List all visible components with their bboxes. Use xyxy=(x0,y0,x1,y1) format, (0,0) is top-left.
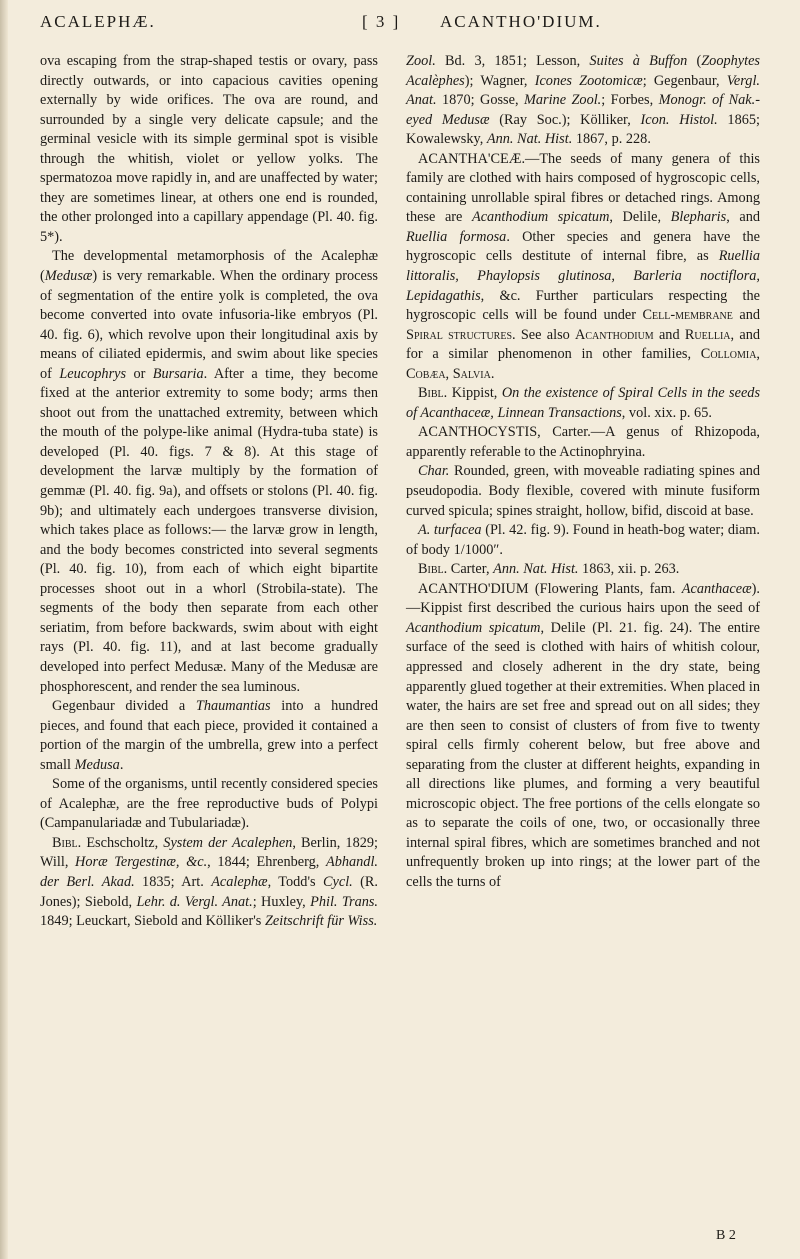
paragraph: ova escaping from the strap-shaped testis or ovary, pass directly outwards, or into capacious cavities opening externally by wide orifices. The ova are round, and surrounded by a single very delicate capsule; and the germinal vesicle with its simple germinal spot is visible through the whitish, violet or yellow yolks. The spermatozoa move rapidly in, and are unaffected by water; they are sometimes linear, at others one end is rounded, the other prolonged into a capillary appendage (Pl. 40. fig. 5*). xyxy=(40,53,378,245)
header-left-title: ACALEPHÆ. xyxy=(40,12,156,31)
left-column xyxy=(40,52,378,932)
bibliography-paragraph: Bibl. Kippist, On the existence of Spiral Cells in the seeds of Acanthaceæ, Linnean Transactions, vol. xix. p. 65. xyxy=(406,385,761,421)
fraction: 1/1000 xyxy=(453,541,494,558)
bibliography-continuation: Zool. Bd. 3, 1851; Lesson, Suites à Buffon (Zoophytes Acalèphes); Wagner, Icones Zootomicæ; Gegenbaur, Vergl. Anat. 1870; Gosse, Marine Zool.; Forbes, Monogr. of Nak.-eyed Medusæ (Ray Soc.); Kölliker, Icon. Histol. 1865; Kowalewsky, Ann. Nat. Hist. 1867, p. 228. xyxy=(406,53,760,148)
paragraph: Some of the organisms, until recently considered species of Acalephæ, are the free reproductive buds of Polypi (Campanulariadæ and Tubulariadæ). xyxy=(40,776,378,832)
running-header xyxy=(40,12,760,42)
paragraph-species: A. turfacea (Pl. 42. fig. 9). Found in heath-bog water; diam. of body 1/1000″. xyxy=(406,522,760,558)
entry-acanthocystis: ACANTHOCYSTIS, Carter.—A genus of Rhizopoda, apparently referable to the Actinophryina. xyxy=(406,424,760,460)
paragraph: The developmental metamorphosis of the Acalephæ (Medusæ) is very remarkable. When the ordinary process of segmentation of the entire yolk is completed, the ova become converted into ovate infusoria-like embryos (Pl. 40. fig. 6), which revolve upon their longitudinal axis by means of ciliated epidermis, and swim about like species of Leucophrys or Bursaria. After a time, they become fixed at the anterior extremity to some body; arms then shoot out from the unattached extremity, between which the mouth of the polype-like animal (Hydra-tuba state) is developed (Pl. 40. figs. 7 & 8). At this stage of development the larvæ multiply by the formation of gemmæ (Pl. 40. fig. 9a), and offsets or stolons (Pl. 40. fig. 9b); and ultimately each undergoes transverse division, which takes place as follows:— the larvæ grow in length, and the body becomes constricted into several segments (Pl. 40. fig. 10), from each of which eight bipartite processes shoot out in a whorl (Strobila-state). The segments of the body then separate from each other seriatim, from before backwards, swim about with eight rays (Pl. 40. fig. 11), and at last become gradually developed into perfect Medusæ. Many of the Medusæ are phosphorescent, and render the sea luminous. xyxy=(40,248,379,695)
entry-acanthodium: ACANTHO'DIUM (Flowering Plants, fam. Acanthaceæ).—Kippist first described the curious hairs upon the seed of Acanthodium spicatum, Delile (Pl. 21. fig. 24). The entire surface of the seed is clothed with hairs of whitish colour, appressed and closely adherent in the dry state, being apparently glued together at their extremities. When placed in water, the hairs are set free and spread out on all sides; they are then seen to consist of clusters of from five to twenty spiral cells firmly coherent below, but free above and separating from the cluster at different heights, expanding in all directions like plumes, and forming a very beautiful microscopic object. The free portions of the cells elongate so as to separate the coils of one, two, or occasionally three internal spiral fibres, which are sometimes branched and not unfrequently broken up into rings; at the lower part of the cells the turns of xyxy=(406,580,761,890)
bibliography-paragraph: Bibl. Carter, Ann. Nat. Hist. 1863, xii. p. 263. xyxy=(418,561,680,578)
entry-acanthaceae: ACANTHA'CEÆ.—The seeds of many genera of this family are clothed with hairs composed of hygroscopic cells, containing unrollable spiral fibres or detached rings. Among these are Acanthodium spicatum, Delile, Blepharis, and Ruellia formosa. Other species and genera have the hygroscopic cells destitute of internal fibre, as Ruellia littoralis, Phaylopsis glutinosa, Barleria noctiflora, Lepidagathis, &c. Further particulars respecting the hygroscopic cells will be found under Cell-membrane and Spiral structures. See also Acanthodium and Ruellia, and for a similar phenomenon in other families, Collomia, Cobæa, Salvia. xyxy=(406,150,761,382)
header-page-number: [ 3 ] xyxy=(362,12,401,31)
paragraph: Gegenbaur divided a Thaumantias into a hundred pieces, and found that each piece, provided it contained a portion of the margin of the umbrella, grew into a perfect small Medusa. xyxy=(40,698,378,773)
bibliography-paragraph: Bibl. Eschscholtz, System der Acalephen, Berlin, 1829; Will, Horæ Tergestinæ, &c., 1844; Ehrenberg, Abhandl. der Berl. Akad. 1835; Art. Acalephæ, Todd's Cycl. (R. Jones); Siebold, Lehr. d. Vergl. Anat.; Huxley, Phil. Trans. 1849; Leuckart, Siebold and Kölliker's Zeitschrift für Wiss. xyxy=(40,834,379,930)
signature-mark: B 2 xyxy=(716,1228,736,1243)
paragraph-characters: Char. Rounded, green, with moveable radiating spines and pseudopodia. Body flexible, covered with minute fusiform curved spicula; spines straight, hollow, bifid, discoid at base. xyxy=(406,463,760,519)
page-binding-edge xyxy=(0,0,8,1259)
header-right-title: ACANTHO'DIUM. xyxy=(440,12,602,31)
right-column xyxy=(406,52,760,893)
